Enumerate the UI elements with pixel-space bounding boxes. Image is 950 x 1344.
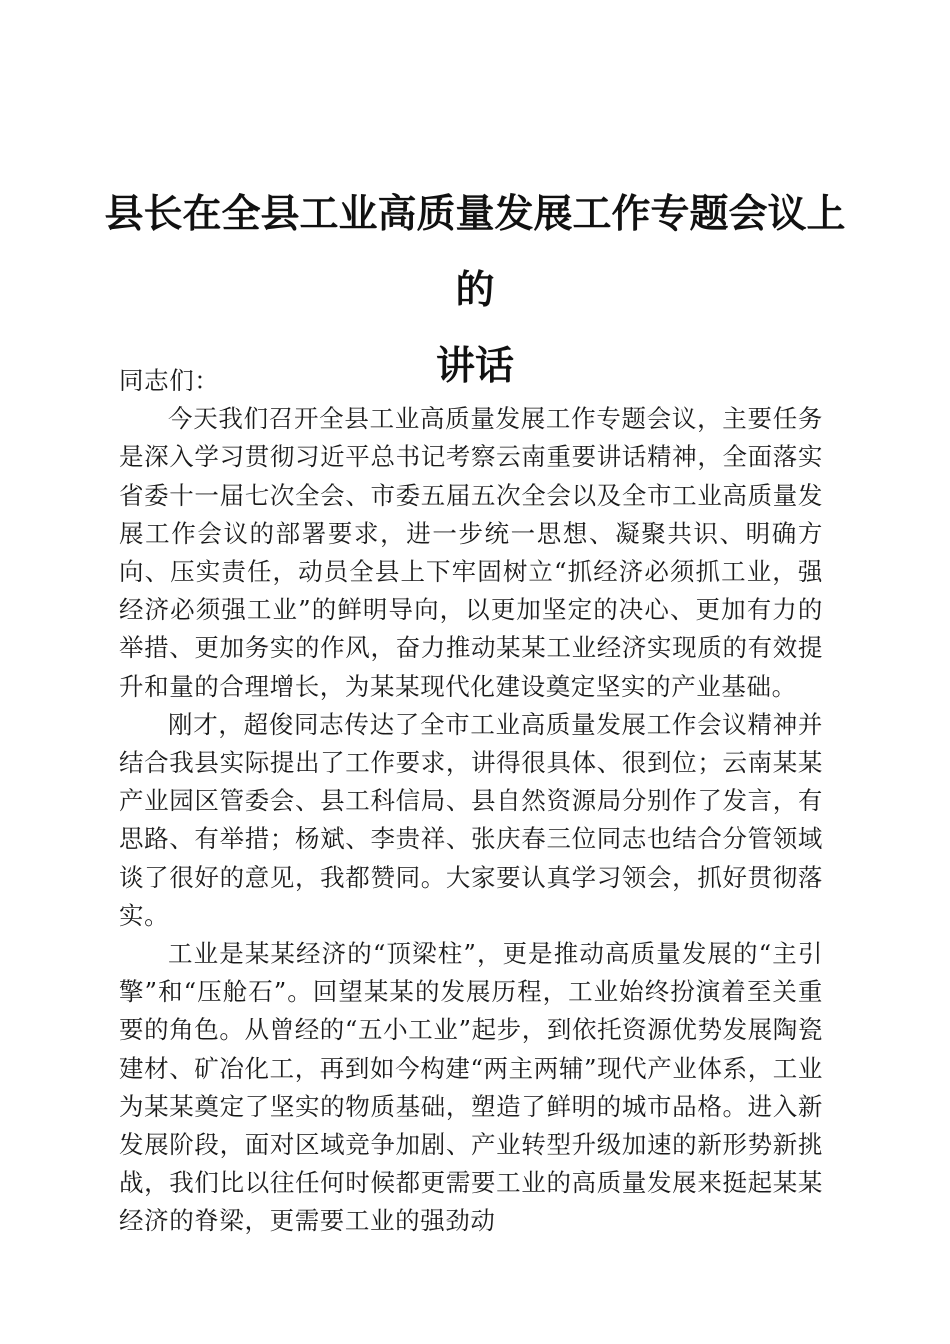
title-line-1: 县长在全县工业高质量发展工作专题会议上的 [104, 191, 846, 313]
document-body [119, 362, 823, 1241]
salutation: 同志们： [119, 366, 220, 395]
paragraph-2: 刚才，超俊同志传达了全市工业高质量发展工作会议精神并结合我县实际提出了工作要求，讲得很具体、很到位；云南某某产业园区管委会、县工科信局、县自然资源局分别作了发言，有思路、有举措；杨斌、李贵祥、张庆春三位同志也结合分管领域谈了很好的意见，我都赞同。大家要认真学习领会，抓好贯彻落实。 [119, 709, 823, 930]
paragraph-3: 工业是某某经济的“顶梁柱”，更是推动高质量发展的“主引擎”和“压舱石”。回望某某的发展历程，工业始终扮演着至关重要的角色。从曾经的“五小工业”起步，到依托资源优势发展陶瓷建材、矿冶化工，再到如今构建“两主两辅”现代产业体系，工业为某某奠定了坚实的物质基础，塑造了鲜明的城市品格。进入新发展阶段，面对区域竞争加剧、产业转型升级加速的新形势新挑战，我们比以往任何时候都更需要工业的高质量发展来挺起某某经济的脊梁，更需要工业的强劲动 [119, 939, 823, 1236]
paragraph-1: 今天我们召开全县工业高质量发展工作专题会议，主要任务是深入学习贯彻习近平总书记考察云南重要讲话精神，全面落实省委十一届七次全会、市委五届五次全会以及全市工业高质量发展工作会议的部署要求，进一步统一思想、凝聚共识、明确方向、压实责任，动员全县上下牢固树立“抓经济必须抓工业，强经济必须强工业”的鲜明导向，以更加坚定的决心、更加有力的举措、更加务实的作风，奋力推动某某工业经济实现质的有效提升和量的合理增长，为某某现代化建设奠定坚实的产业基础。 [119, 404, 823, 701]
title-line-2: 讲话 [435, 343, 514, 389]
